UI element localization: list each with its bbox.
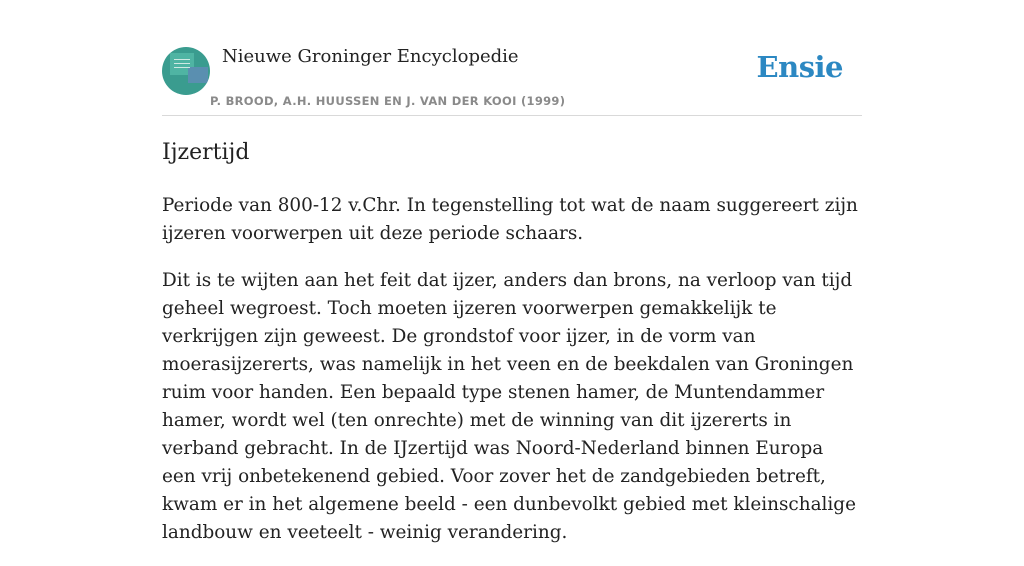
article-paragraph: Dit is te wijten aan het feit dat ijzer, anders dan brons, na verloop van tijd geheel wegroest. Toch moeten ijzeren voorwerpen gemakkelijk te verkrijgen zijn geweest. De grondstof voor ijzer, in de vorm van moerasijzererts, was namelijk in het veen en de beekdalen van Groningen ruim voor handen. Een bepaald type stenen hamer, de Muntendammer hamer, wordt wel (ten onrechte) met de winning van dit ijzererts in verband gebracht. In de IJzertijd was Noord-Nederland binnen Europa een vrij onbetekenend gebied. Voor zover het de zandgebieden betreft, kwam er in het algemene beeld - een dunbevolkt gebied met kleinschalige landbouw en veeteelt - weinig verandering. — [162, 270, 856, 543]
book-title[interactable]: Nieuwe Groninger Encyclopedie — [222, 46, 519, 67]
article-paragraph: Periode van 800-12 v.Chr. In tegenstelling tot wat de naam suggereert zijn ijzeren voorwerpen uit deze periode schaars. — [162, 195, 858, 244]
encyclopedia-header — [162, 44, 862, 116]
article-body — [162, 192, 862, 566]
book-cover-thumbnail[interactable] — [162, 47, 210, 95]
ensie-logo[interactable]: Ensie — [756, 50, 843, 84]
book-authors: P. BROOD, A.H. HUUSSEN EN J. VAN DER KOOI (1999) — [210, 94, 566, 108]
article-title: Ijzertijd — [162, 140, 250, 165]
